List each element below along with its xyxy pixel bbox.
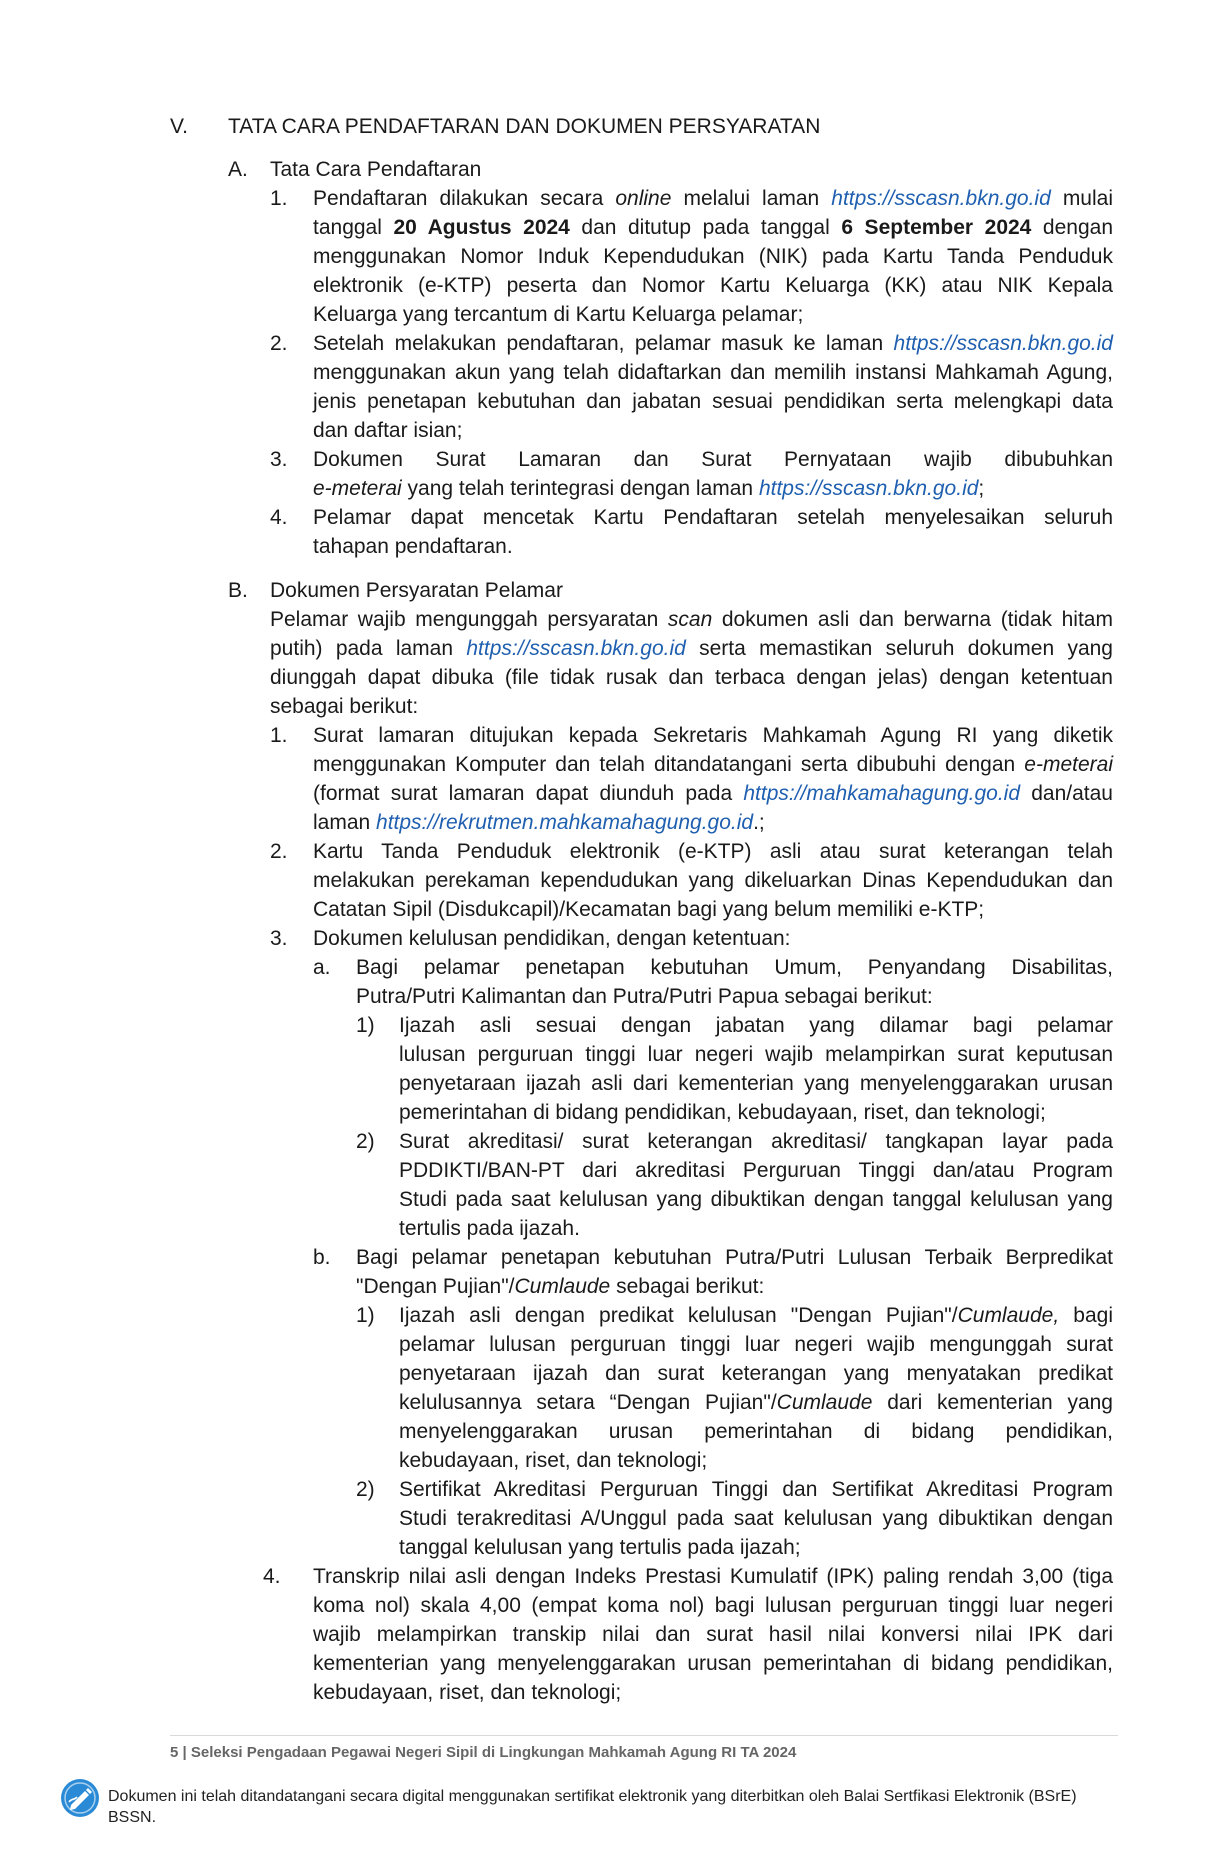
footer-divider <box>170 1735 1118 1736</box>
paragraph-line: Studi terakreditasi A/Unggul pada saat kelulusan yang dibuktikan dengan <box>399 1507 1113 1530</box>
paragraph-line: tanggal 20 Agustus 2024 dan ditutup pada tanggal 6 September 2024 dengan <box>313 216 1114 239</box>
paragraph-line: putih) pada laman https://sscasn.bkn.go.id serta memastikan seluruh dokumen yang <box>270 637 1113 660</box>
sscasn-link[interactable]: https://sscasn.bkn.go.id <box>758 477 979 500</box>
paragraph-line: Catatan Sipil (Disdukcapil)/Kecamatan bagi yang belum memiliki e-KTP; <box>313 898 985 921</box>
list-number: 2. <box>270 332 288 355</box>
list-number: 3. <box>270 927 288 950</box>
list-number: 3. <box>270 448 288 471</box>
rekrutmen-link[interactable]: https://rekrutmen.mahkamahagung.go.id <box>376 811 754 834</box>
signature-line: BSSN. <box>108 1809 157 1826</box>
list-sub-number: 2) <box>356 1130 375 1153</box>
subsection-a-title: Tata Cara Pendaftaran <box>270 158 482 181</box>
list-number: 1. <box>270 187 288 210</box>
paragraph-line: kelulusannya setara “Dengan Pujian"/Cumlaude dari kementerian yang <box>399 1391 1113 1414</box>
list-letter: a. <box>313 956 331 979</box>
list-letter: b. <box>313 1246 331 1269</box>
page-number: 5 <box>170 1744 179 1761</box>
paragraph-line: Setelah melakukan pendaftaran, pelamar masuk ke laman https://sscasn.bkn.go.id <box>313 332 1113 355</box>
paragraph-line: melakukan perekaman kependudukan yang dikeluarkan Dinas Kependudukan dan <box>313 869 1113 892</box>
paragraph-line: Dokumen kelulusan pendidikan, dengan ketentuan: <box>313 927 791 950</box>
subsection-b-label: B. <box>228 579 248 602</box>
paragraph-line: Dokumen Surat Lamaran dan Surat Pernyataan wajib dibubuhkan <box>313 448 1113 471</box>
list-number: 4. <box>263 1565 281 1588</box>
paragraph-line: pemerintahan di bidang pendidikan, kebudayaan, riset, dan teknologi; <box>399 1101 1046 1124</box>
paragraph-line: (format surat lamaran dapat diunduh pada https://mahkamahagung.go.id dan/atau <box>313 782 1113 805</box>
paragraph-line: PDDIKTI/BAN-PT dari akreditasi Perguruan Tinggi dan/atau Program <box>399 1159 1113 1182</box>
paragraph-line: sebagai berikut: <box>270 695 419 718</box>
section-number: V. <box>170 115 188 138</box>
sscasn-link[interactable]: https://sscasn.bkn.go.id <box>893 332 1113 355</box>
digital-signature-notice <box>108 1786 1208 1828</box>
list-sub-number: 1) <box>356 1014 375 1037</box>
page-footer: 5 | Seleksi Pengadaan Pegawai Negeri Sipil di Lingkungan Mahkamah Agung RI TA 2024 <box>170 1744 797 1761</box>
paragraph-line: penyetaraan ijazah dan surat keterangan yang menyatakan predikat <box>399 1362 1113 1385</box>
paragraph-line: kebudayaan, riset, dan teknologi; <box>313 1681 622 1704</box>
subsection-a-label: A. <box>228 158 248 181</box>
paragraph-line: pelamar lulusan perguruan tinggi luar negeri wajib mengunggah surat <box>399 1333 1113 1356</box>
mahkamahagung-link[interactable]: https://mahkamahagung.go.id <box>743 782 1021 805</box>
paragraph-line: Ijazah asli dengan predikat kelulusan "Dengan Pujian"/Cumlaude, bagi <box>399 1304 1113 1327</box>
paragraph-line: tanggal kelulusan yang tertulis pada ijazah; <box>399 1536 801 1559</box>
paragraph-line: Sertifikat Akreditasi Perguruan Tinggi dan Sertifikat Akreditasi Program <box>399 1478 1113 1501</box>
paragraph-line: Ijazah asli sesuai dengan jabatan yang dilamar bagi pelamar <box>399 1014 1113 1037</box>
bsre-signature-icon <box>60 1778 100 1818</box>
paragraph-line: kebudayaan, riset, dan teknologi; <box>399 1449 708 1472</box>
paragraph-line: koma nol) skala 4,00 (empat koma nol) bagi lulusan perguruan tinggi luar negeri <box>313 1594 1113 1617</box>
paragraph-line: elektronik (e-KTP) peserta dan Nomor Kartu Keluarga (KK) atau NIK Kepala <box>313 274 1113 297</box>
paragraph-line: lulusan perguruan tinggi luar negeri wajib melampirkan surat keputusan <box>399 1043 1113 1066</box>
list-sub-number: 2) <box>356 1478 375 1501</box>
paragraph-line: menggunakan Komputer dan telah ditandatangani serta dibubuhi dengan e-meterai <box>313 753 1113 776</box>
paragraph-line: Pelamar dapat mencetak Kartu Pendaftaran setelah menyelesaikan seluruh <box>313 506 1113 529</box>
paragraph-line: kementerian yang menyelenggarakan urusan pemerintahan di bidang pendidikan, <box>313 1652 1113 1675</box>
list-number: 4. <box>270 506 288 529</box>
paragraph-line: wajib melampirkan transkip nilai dan surat hasil nilai konversi nilai IPK dari <box>313 1623 1113 1646</box>
paragraph-line: laman https://rekrutmen.mahkamahagung.go.id.; <box>313 811 765 834</box>
list-number: 1. <box>270 724 288 747</box>
sscasn-link[interactable]: https://sscasn.bkn.go.id <box>831 187 1051 210</box>
section-title: TATA CARA PENDAFTARAN DAN DOKUMEN PERSYARATAN <box>228 115 821 138</box>
paragraph-line: menggunakan akun yang telah didaftarkan dan memilih instansi Mahkamah Agung, <box>313 361 1113 384</box>
paragraph-line: tahapan pendaftaran. <box>313 535 513 558</box>
paragraph-line: penyetaraan ijazah asli dari kementerian yang menyelenggarakan urusan <box>399 1072 1113 1095</box>
footer-title: Seleksi Pengadaan Pegawai Negeri Sipil di Lingkungan Mahkamah Agung RI TA 2024 <box>190 1744 797 1761</box>
paragraph-line: Bagi pelamar penetapan kebutuhan Putra/Putri Lulusan Terbaik Berpredikat <box>356 1246 1113 1269</box>
paragraph-line: Studi pada saat kelulusan yang dibuktikan dengan tanggal kelulusan yang <box>399 1188 1113 1211</box>
sscasn-link[interactable]: https://sscasn.bkn.go.id <box>466 637 686 660</box>
paragraph-line: Pendaftaran dilakukan secara online melalui laman https://sscasn.bkn.go.id mulai <box>313 187 1113 210</box>
paragraph-line: jenis penetapan kebutuhan dan jabatan sesuai pendidikan serta melengkapi data <box>313 390 1113 413</box>
list-sub-number: 1) <box>356 1304 375 1327</box>
subsection-b-title: Dokumen Persyaratan Pelamar <box>270 579 563 602</box>
signature-line: Dokumen ini telah ditandatangani secara digital menggunakan sertifikat elektronik yang diterbitkan oleh Balai Sertfikasi Elektronik (BSrE) <box>108 1788 1077 1805</box>
paragraph-line: Keluarga yang tercantum di Kartu Keluarga pelamar; <box>313 303 804 326</box>
paragraph-line: Pelamar wajib mengunggah persyaratan scan dokumen asli dan berwarna (tidak hitam <box>270 608 1113 631</box>
paragraph-line: Kartu Tanda Penduduk elektronik (e-KTP) asli atau surat keterangan telah <box>313 840 1113 863</box>
paragraph-line: diunggah dapat dibuka (file tidak rusak dan terbaca dengan jelas) dengan ketentuan <box>270 666 1113 689</box>
paragraph-line: menyelenggarakan urusan pemerintahan di bidang pendidikan, <box>399 1420 1113 1443</box>
paragraph-line: Bagi pelamar penetapan kebutuhan Umum, Penyandang Disabilitas, <box>356 956 1113 979</box>
paragraph-line: Transkrip nilai asli dengan Indeks Prestasi Kumulatif (IPK) paling rendah 3,00 (tiga <box>313 1565 1113 1588</box>
paragraph-line: menggunakan Nomor Induk Kependudukan (NIK) pada Kartu Tanda Penduduk <box>313 245 1113 268</box>
paragraph-line: e-meterai yang telah terintegrasi dengan laman https://sscasn.bkn.go.id; <box>313 477 985 500</box>
paragraph-line: tertulis pada ijazah. <box>399 1217 580 1240</box>
paragraph-line: Surat akreditasi/ surat keterangan akreditasi/ tangkapan layar pada <box>399 1130 1113 1153</box>
paragraph-line: "Dengan Pujian"/Cumlaude sebagai berikut: <box>356 1275 765 1298</box>
paragraph-line: dan daftar isian; <box>313 419 463 442</box>
paragraph-line: Putra/Putri Kalimantan dan Putra/Putri Papua sebagai berikut: <box>356 985 933 1008</box>
list-number: 2. <box>270 840 288 863</box>
paragraph-line: Surat lamaran ditujukan kepada Sekretaris Mahkamah Agung RI yang diketik <box>313 724 1113 747</box>
